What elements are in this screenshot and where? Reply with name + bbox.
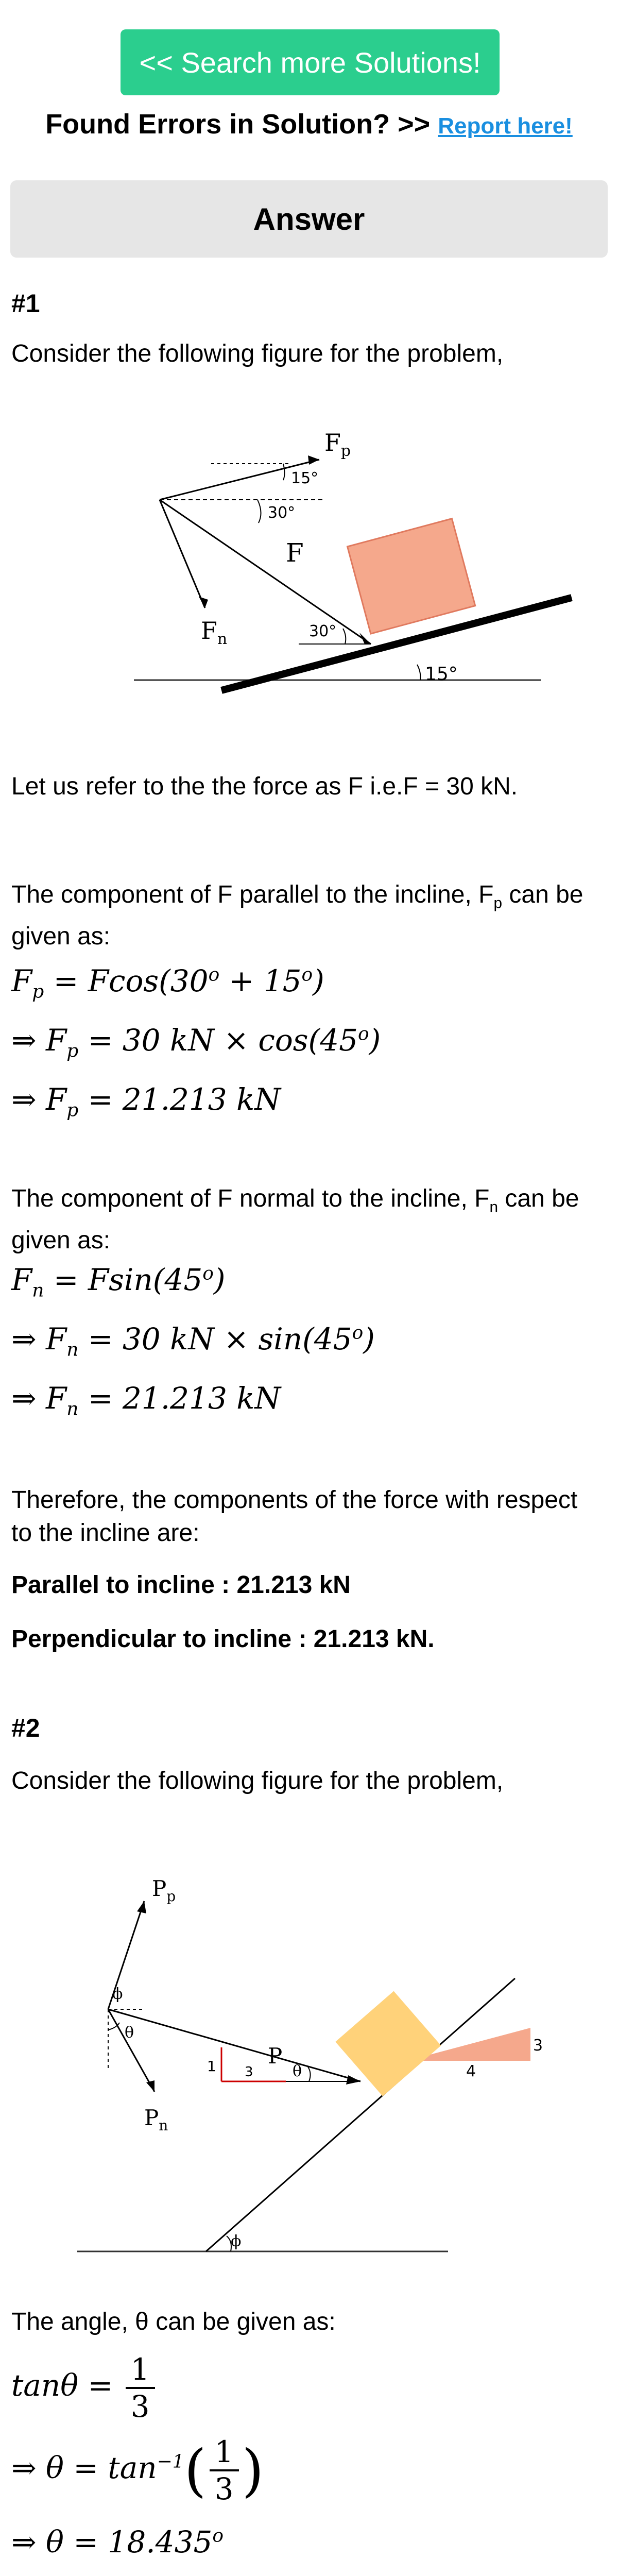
f-label: F: [286, 538, 304, 568]
theta-label: θ: [125, 2024, 134, 2042]
eq-fp-3: ⇒ $F_p = 21.213$ kN: [11, 1082, 281, 1121]
search-more-solutions-button[interactable]: << Search more Solutions!: [121, 29, 500, 95]
report-prefix: Found Errors in Solution? >>: [45, 109, 438, 140]
therefore-1: Therefore, the components of the force with respect to the incline are:: [11, 1486, 578, 1547]
angle-15b-label: 15°: [425, 664, 458, 685]
fn-label: $F_n$: [201, 617, 228, 648]
pp-label: $P_p$: [152, 1876, 176, 1905]
eq-fn-3: ⇒ $F_n = 21.213$ kN: [11, 1381, 281, 1420]
answer-header: [10, 180, 608, 258]
angle-30-label: 30°: [268, 504, 296, 522]
eq-fp-2: ⇒ $F_p = 30$ kN × $\cos(45^o)$: [11, 1023, 381, 1062]
p-label: P: [268, 2043, 283, 2069]
side-3b-label: 3: [533, 2037, 543, 2055]
refer-text: Let us refer to the the force as F i.e.F = 30 kN.: [11, 773, 518, 800]
angle-theta-intro: The angle, θ can be given as:: [11, 2308, 336, 2335]
theta2-label: θ: [293, 2062, 302, 2080]
problem-2-intro: Consider the following figure for the problem,: [11, 1767, 504, 1794]
problem-1-figure: [129, 402, 592, 701]
top-bar: [0, 0, 618, 103]
eq-fp-1: $F_p = Fcos(30^o + 15^o)$: [11, 963, 324, 1003]
phi-b-label: ϕ: [231, 2232, 242, 2250]
answer-title: Answer: [253, 201, 365, 236]
eq-theta-value: ⇒ $\theta = 18.435^o$: [11, 2524, 224, 2560]
angle-30b-label: 30°: [309, 622, 337, 640]
eq-fn-2: ⇒ $F_n = 30$ kN × $\sin(45^o)$: [11, 1321, 375, 1361]
pn-label: $P_n$: [144, 2105, 168, 2134]
result-perpendicular: Perpendicular to incline : 21.213 kN.: [11, 1625, 435, 1653]
parallel-intro: The component of F parallel to the incline, $F_p$ can be given as:: [11, 881, 583, 950]
side-4-label: 4: [466, 2062, 476, 2080]
problem-2-heading: #2: [11, 1714, 40, 1742]
eq-fn-1: $F_n = Fsin(45^o)$: [11, 1262, 226, 1301]
result-parallel: Parallel to incline : 21.213 kN: [11, 1571, 351, 1599]
phi-label: ϕ: [112, 1985, 123, 2003]
report-here-link[interactable]: Report here!: [438, 113, 573, 139]
eq-theta-arctan: ⇒ $\theta = \tan^{-1}$( $\frac{1}{3}$ ): [11, 2434, 264, 2506]
problem-1-heading: #1: [11, 289, 40, 318]
normal-intro: The component of F normal to the incline, $F_n$ can be given as:: [11, 1185, 579, 1254]
side-3-label: 3: [245, 2064, 253, 2080]
side-1-label: 1: [207, 2058, 216, 2075]
problem-2-figure: [67, 1834, 556, 2277]
problem-1-intro: Consider the following figure for the problem,: [11, 340, 504, 367]
angle-15-label: 15°: [291, 469, 319, 487]
report-errors-line: [0, 108, 618, 140]
fp-label: $F_p$: [324, 429, 351, 460]
eq-tan-theta: tanθ = $\frac{1}{3}$: [11, 2352, 158, 2424]
